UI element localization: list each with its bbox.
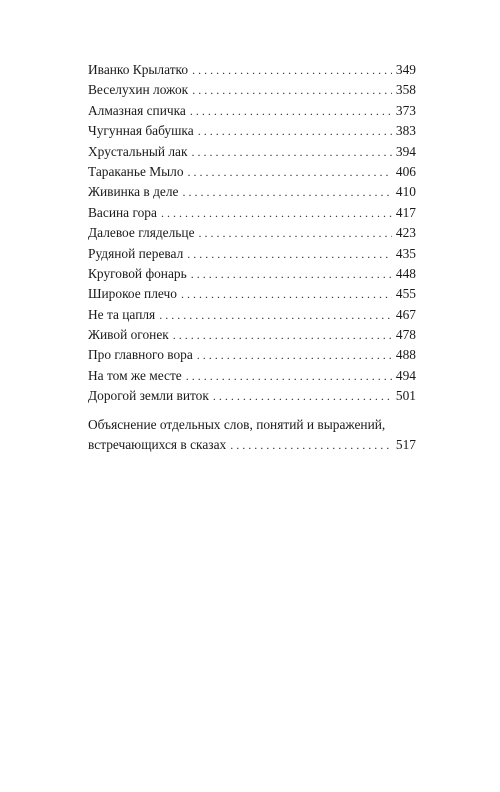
toc-entry-page: 373 (395, 102, 416, 118)
toc-entry-title: На том же месте (88, 367, 182, 383)
toc-entry[interactable] (88, 182, 416, 202)
toc-entry-page: 410 (395, 184, 416, 200)
toc-entry-page: 435 (395, 245, 416, 261)
dot-leader (192, 60, 392, 80)
toc-entry-title: Алмазная спичка (88, 102, 186, 118)
toc-entry[interactable] (88, 305, 416, 325)
toc-entry-title: Про главного вора (88, 347, 193, 363)
glossary-title-line-1: Объяснение отдельных слов, понятий и выражений, (88, 416, 386, 432)
toc-entry-title: Широкое плечо (88, 286, 177, 302)
toc-entry-page: 358 (395, 82, 416, 98)
toc-entry-page: 383 (395, 123, 416, 139)
toc-entry-page: 488 (395, 347, 416, 363)
toc-entry-page: 423 (395, 225, 416, 241)
dot-leader (161, 203, 392, 223)
toc-entry-page: 478 (395, 327, 416, 343)
toc-entry-page: 349 (395, 62, 416, 77)
toc-entry-page: 455 (395, 286, 416, 302)
dot-leader (198, 121, 392, 141)
toc-entry-page: 467 (395, 306, 416, 322)
toc-entry-title: Чугунная бабушка (88, 123, 194, 139)
toc-entry-title: Васина гора (88, 204, 157, 220)
toc-entry[interactable] (88, 325, 416, 345)
toc-entry[interactable] (88, 223, 416, 243)
glossary-title-line-2: встречающихся в сказах (88, 437, 227, 453)
dot-leader (186, 366, 392, 386)
toc-entry-page: 394 (395, 143, 416, 159)
toc-entry[interactable] (88, 244, 416, 264)
toc-entry-page: 448 (395, 265, 416, 281)
toc-entry-page: 517 (395, 437, 416, 453)
toc-entry-title: Круговой фонарь (88, 265, 187, 281)
toc-entry-title: Далевое глядельце (88, 225, 195, 241)
table-of-contents (88, 60, 416, 455)
dot-leader (173, 325, 392, 345)
dot-leader (181, 284, 392, 304)
toc-entry[interactable] (88, 386, 416, 406)
toc-entry[interactable] (88, 203, 416, 223)
toc-entry-title: Веселухин ложок (88, 82, 189, 98)
glossary-title-line-2-row (88, 435, 416, 455)
toc-entry-page: 406 (395, 163, 416, 179)
toc-entry-page: 494 (395, 367, 416, 383)
dot-leader (182, 182, 391, 202)
toc-entry-title: Дорогой земли виток (88, 388, 209, 404)
toc-entry[interactable] (88, 142, 416, 162)
toc-entry[interactable] (88, 121, 416, 141)
toc-entry-title: Тараканье Мыло (88, 163, 184, 179)
toc-entry[interactable] (88, 101, 416, 121)
dot-leader (230, 435, 392, 455)
dot-leader (187, 244, 392, 264)
dot-leader (213, 386, 392, 406)
dot-leader (188, 162, 392, 182)
dot-leader (159, 305, 392, 325)
dot-leader (190, 101, 392, 121)
dot-leader (192, 142, 392, 162)
toc-entry[interactable] (88, 162, 416, 182)
toc-entry-page: 417 (395, 204, 416, 220)
toc-entry-title: Живой огонек (88, 327, 169, 343)
toc-entry[interactable] (88, 345, 416, 365)
toc-entry-title: Рудяной перевал (88, 245, 184, 261)
toc-entry[interactable] (88, 80, 416, 100)
dot-leader (197, 345, 392, 365)
toc-entry-glossary[interactable] (88, 415, 416, 456)
toc-entry-title: Хрустальный лак (88, 143, 188, 159)
toc-entry[interactable] (88, 264, 416, 284)
toc-entry-page: 501 (395, 388, 416, 404)
toc-entry-title: Иванко Крылатко (88, 62, 189, 77)
toc-entry[interactable] (88, 284, 416, 304)
toc-entry[interactable] (88, 60, 416, 80)
toc-entry-title: Не та цапля (88, 306, 156, 322)
toc-entry[interactable] (88, 366, 416, 386)
dot-leader (192, 80, 392, 100)
dot-leader (191, 264, 392, 284)
toc-entry-title: Живинка в деле (88, 184, 179, 200)
dot-leader (199, 223, 392, 243)
